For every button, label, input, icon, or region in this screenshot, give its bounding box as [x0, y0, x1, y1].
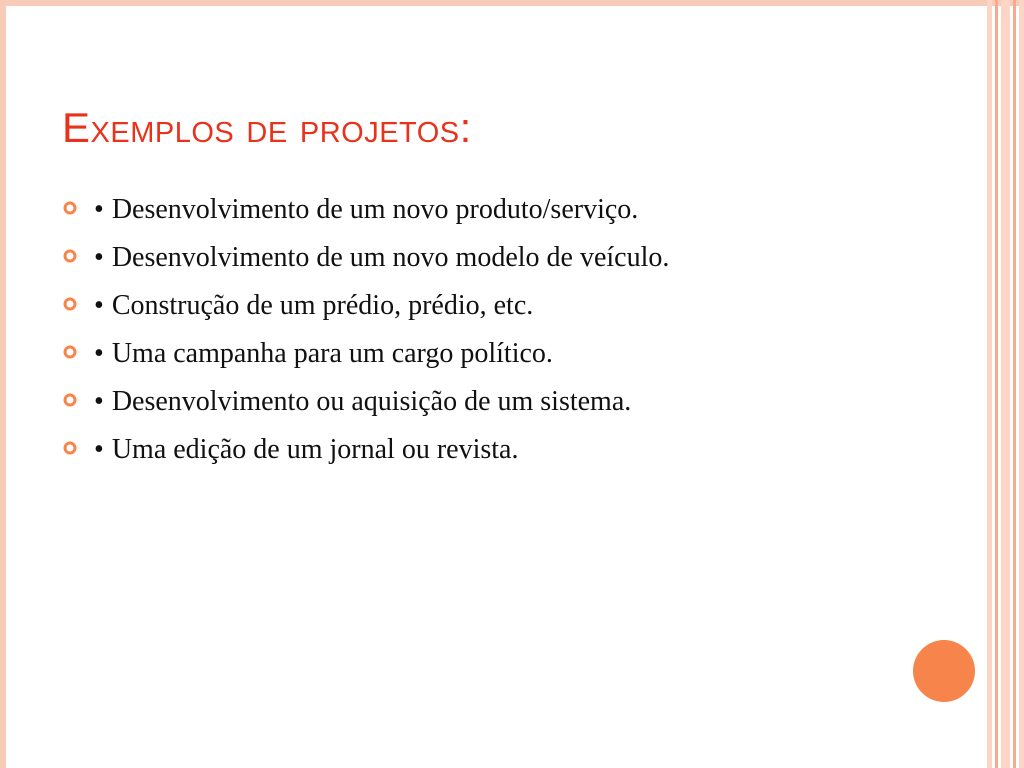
- list-item-text: Uma campanha para um cargo político.: [111, 338, 553, 369]
- bullet-dot: •: [94, 386, 104, 417]
- stripe: [987, 0, 992, 768]
- list-item-text: Desenvolvimento ou aquisição de um sistema.: [111, 386, 632, 417]
- list-item: [62, 426, 852, 474]
- bullet-dot: •: [94, 242, 104, 273]
- ring-bullet-icon: [62, 386, 84, 414]
- ring-bullet-icon: [62, 290, 84, 318]
- stripe: [1019, 0, 1024, 768]
- list-item: [62, 282, 852, 330]
- bullet-dot: •: [94, 434, 104, 465]
- list-item: [62, 378, 852, 426]
- ring-bullet-icon: [62, 434, 84, 462]
- ring-bullet-icon: [62, 242, 84, 270]
- list-item-text: Construção de um prédio, prédio, etc.: [111, 290, 534, 321]
- decorative-stripes: [987, 0, 1024, 768]
- list-item: [62, 234, 852, 282]
- stripe: [1013, 0, 1016, 768]
- bullet-list: [62, 186, 852, 474]
- frame-left-border: [0, 0, 6, 768]
- ring-bullet-icon: [62, 338, 84, 366]
- decorative-circle: [913, 640, 975, 702]
- bullet-dot: •: [94, 290, 104, 321]
- list-item: [62, 330, 852, 378]
- list-item-text: Desenvolvimento de um novo produto/serviço.: [111, 194, 639, 225]
- page-title: Exemplos de projetos:: [62, 104, 472, 151]
- bullet-dot: •: [94, 194, 104, 225]
- bullet-dot: •: [94, 338, 104, 369]
- list-item-text: Uma edição de um jornal ou revista.: [111, 434, 519, 465]
- stripe: [995, 0, 998, 768]
- stripe: [1001, 0, 1010, 768]
- frame-top-border: [0, 0, 1024, 6]
- list-item-text: Desenvolvimento de um novo modelo de veículo.: [111, 242, 670, 273]
- list-item: [62, 186, 852, 234]
- ring-bullet-icon: [62, 194, 84, 222]
